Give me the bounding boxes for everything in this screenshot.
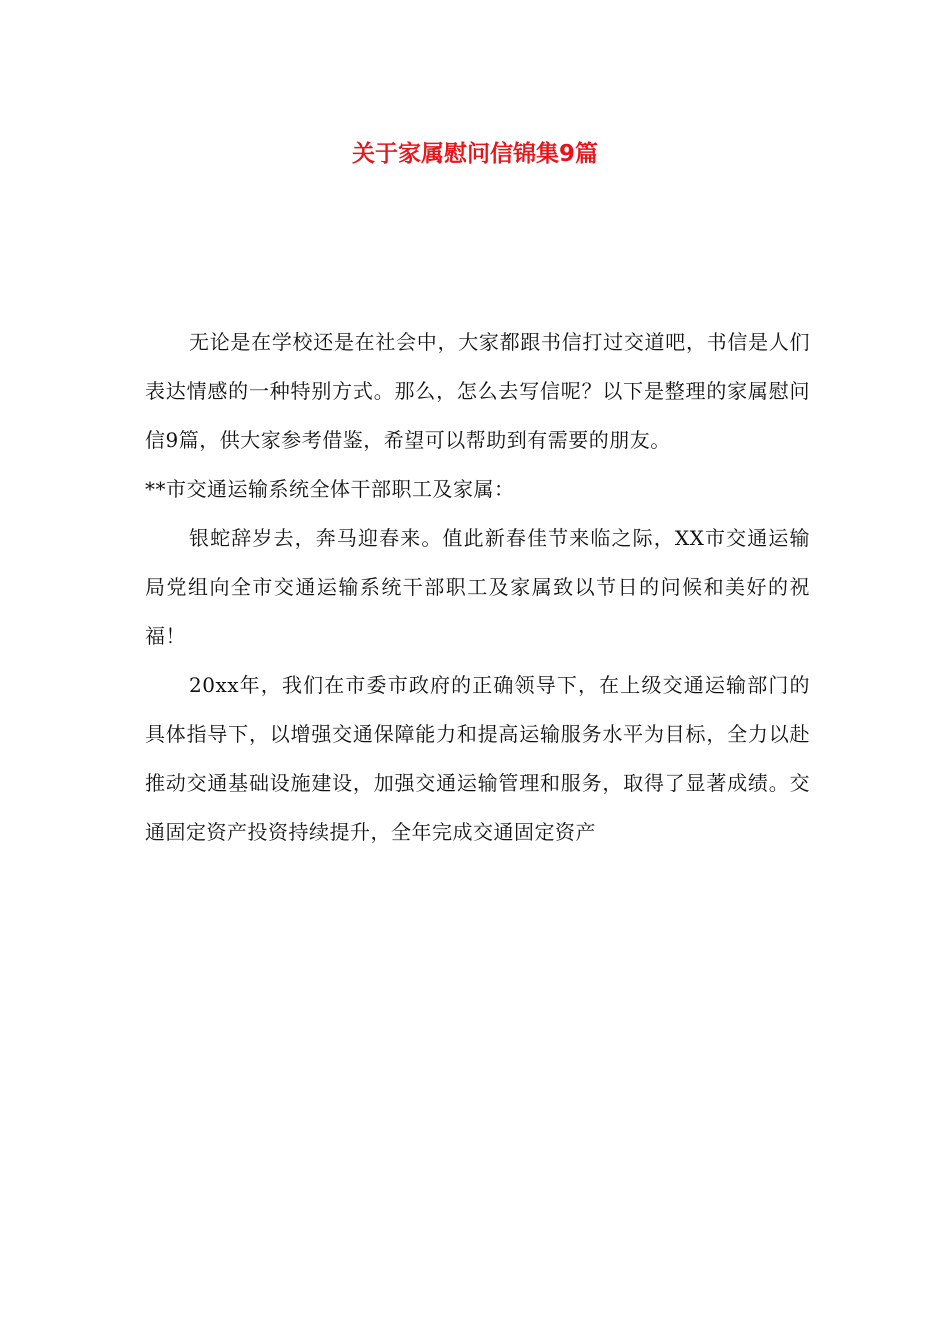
document-title: 关于家属慰问信锦集9篇 (351, 141, 598, 167)
paragraph-greeting: 银蛇辞岁去，奔马迎春来。值此新春佳节来临之际，XX市交通运输局党组向全市交通运输系统干部职工及家属致以节日的问候和美好的祝福！ (145, 526, 810, 648)
paragraph-achievements: 20xx年，我们在市委市政府的正确领导下，在上级交通运输部门的具体指导下，以增强交通保障能力和提高运输服务水平为目标，全力以赴推动交通基础设施建设，加强交通运输管理和服务，取得了显著成绩。交通固定资产投资持续提升，全年完成交通固定资产 (145, 673, 810, 844)
paragraph-salutation: **市交通运输系统全体干部职工及家属： (145, 477, 515, 501)
document-body (145, 318, 810, 857)
paragraph-intro: 无论是在学校还是在社会中，大家都跟书信打过交道吧，书信是人们表达情感的一种特别方式。那么，怎么去写信呢？以下是整理的家属慰问信9篇，供大家参考借鉴，希望可以帮助到有需要的朋友。 (145, 330, 810, 452)
